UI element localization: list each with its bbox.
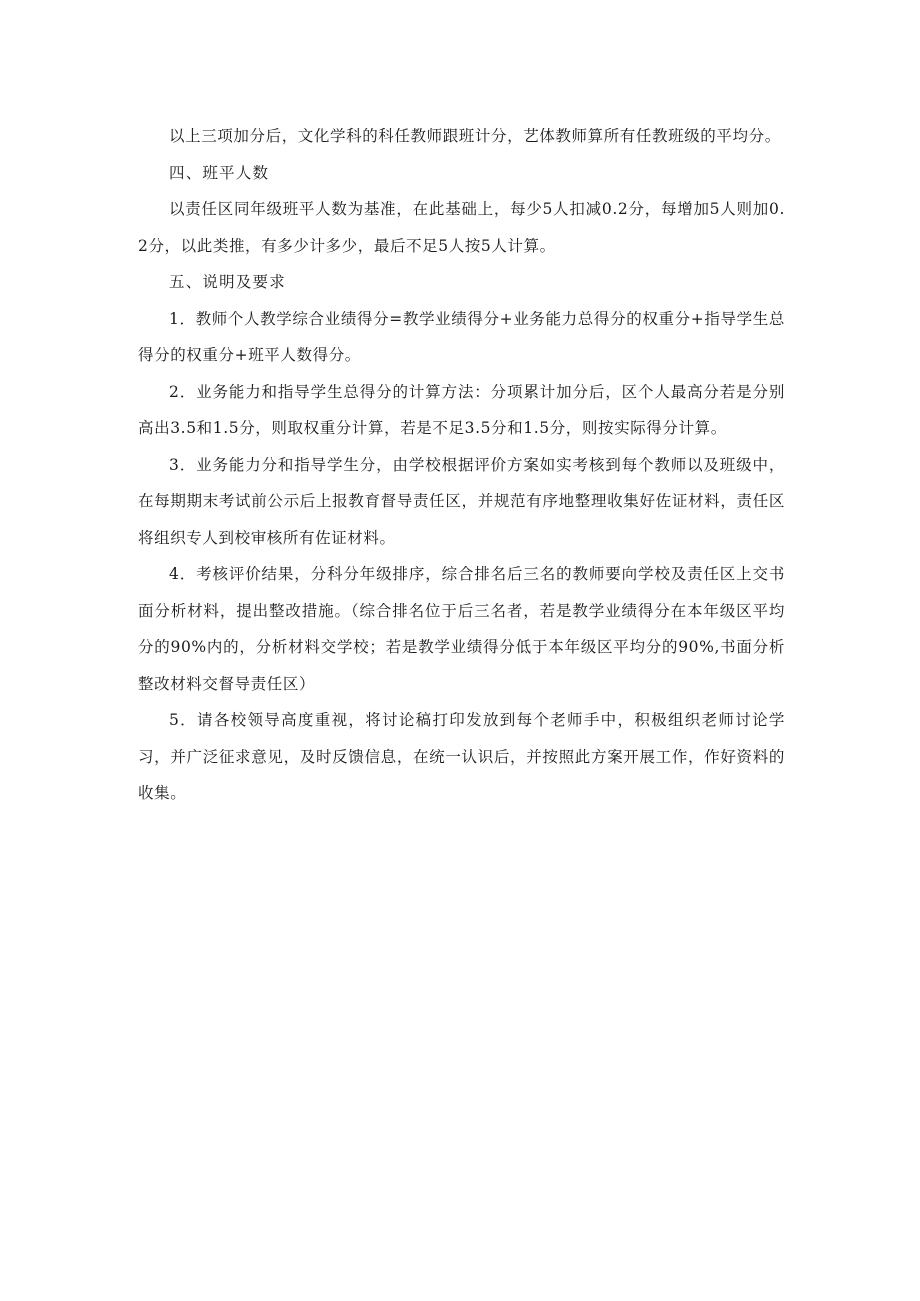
requirement-item-1: 1．教师个人教学综合业绩得分=教学业绩得分+业务能力总得分的权重分+指导学生总得分的权重分+班平人数得分。 (138, 309, 785, 364)
requirement-item-4: 4．考核评价结果，分科分年级排序，综合排名后三名的教师要向学校及责任区上交书面分析材料，提出整改措施。（综合排名位于后三名者，若是教学业绩得分在本年级区平均分的90%内的，分析材料交学校；若是教学业绩得分低于本年级区平均分的90%,书面分析整改材料交督导责任区） (138, 565, 785, 693)
section-4-heading: 四、班平人数 (169, 163, 270, 182)
requirement-item-3: 3．业务能力分和指导学生分，由学校根据评价方案如实考核到每个教师以及班级中，在每期期末考试前公示后上报教育督导责任区，并规范有序地整理收集好佐证材料，责任区将组织专人到校审核所有佐证材料。 (138, 455, 785, 547)
requirement-item-5: 5．请各校领导高度重视，将讨论稿打印发放到每个老师手中，积极组织老师讨论学习，并广泛征求意见，及时反馈信息，在统一认识后，并按照此方案开展工作，作好资料的收集。 (138, 711, 785, 802)
section-5-heading: 五、说明及要求 (169, 273, 286, 291)
section-4-body: 以责任区同年级班平人数为基准，在此基础上，每少5人扣减0.2分，每增加5人则加0.2分，以此类推，有多少计多少，最后不足5人按5人计算。 (138, 200, 785, 255)
requirement-item-2: 2．业务能力和指导学生总得分的计算方法：分项累计加分后，区个人最高分若是分别高出3.5和1.5分，则取权重分计算，若是不足3.5分和1.5分，则按实际得分计算。 (138, 382, 785, 437)
document-page (138, 118, 785, 812)
intro-paragraph: 以上三项加分后，文化学科的科任教师跟班计分，艺体教师算所有任教班级的平均分。 (169, 127, 781, 145)
